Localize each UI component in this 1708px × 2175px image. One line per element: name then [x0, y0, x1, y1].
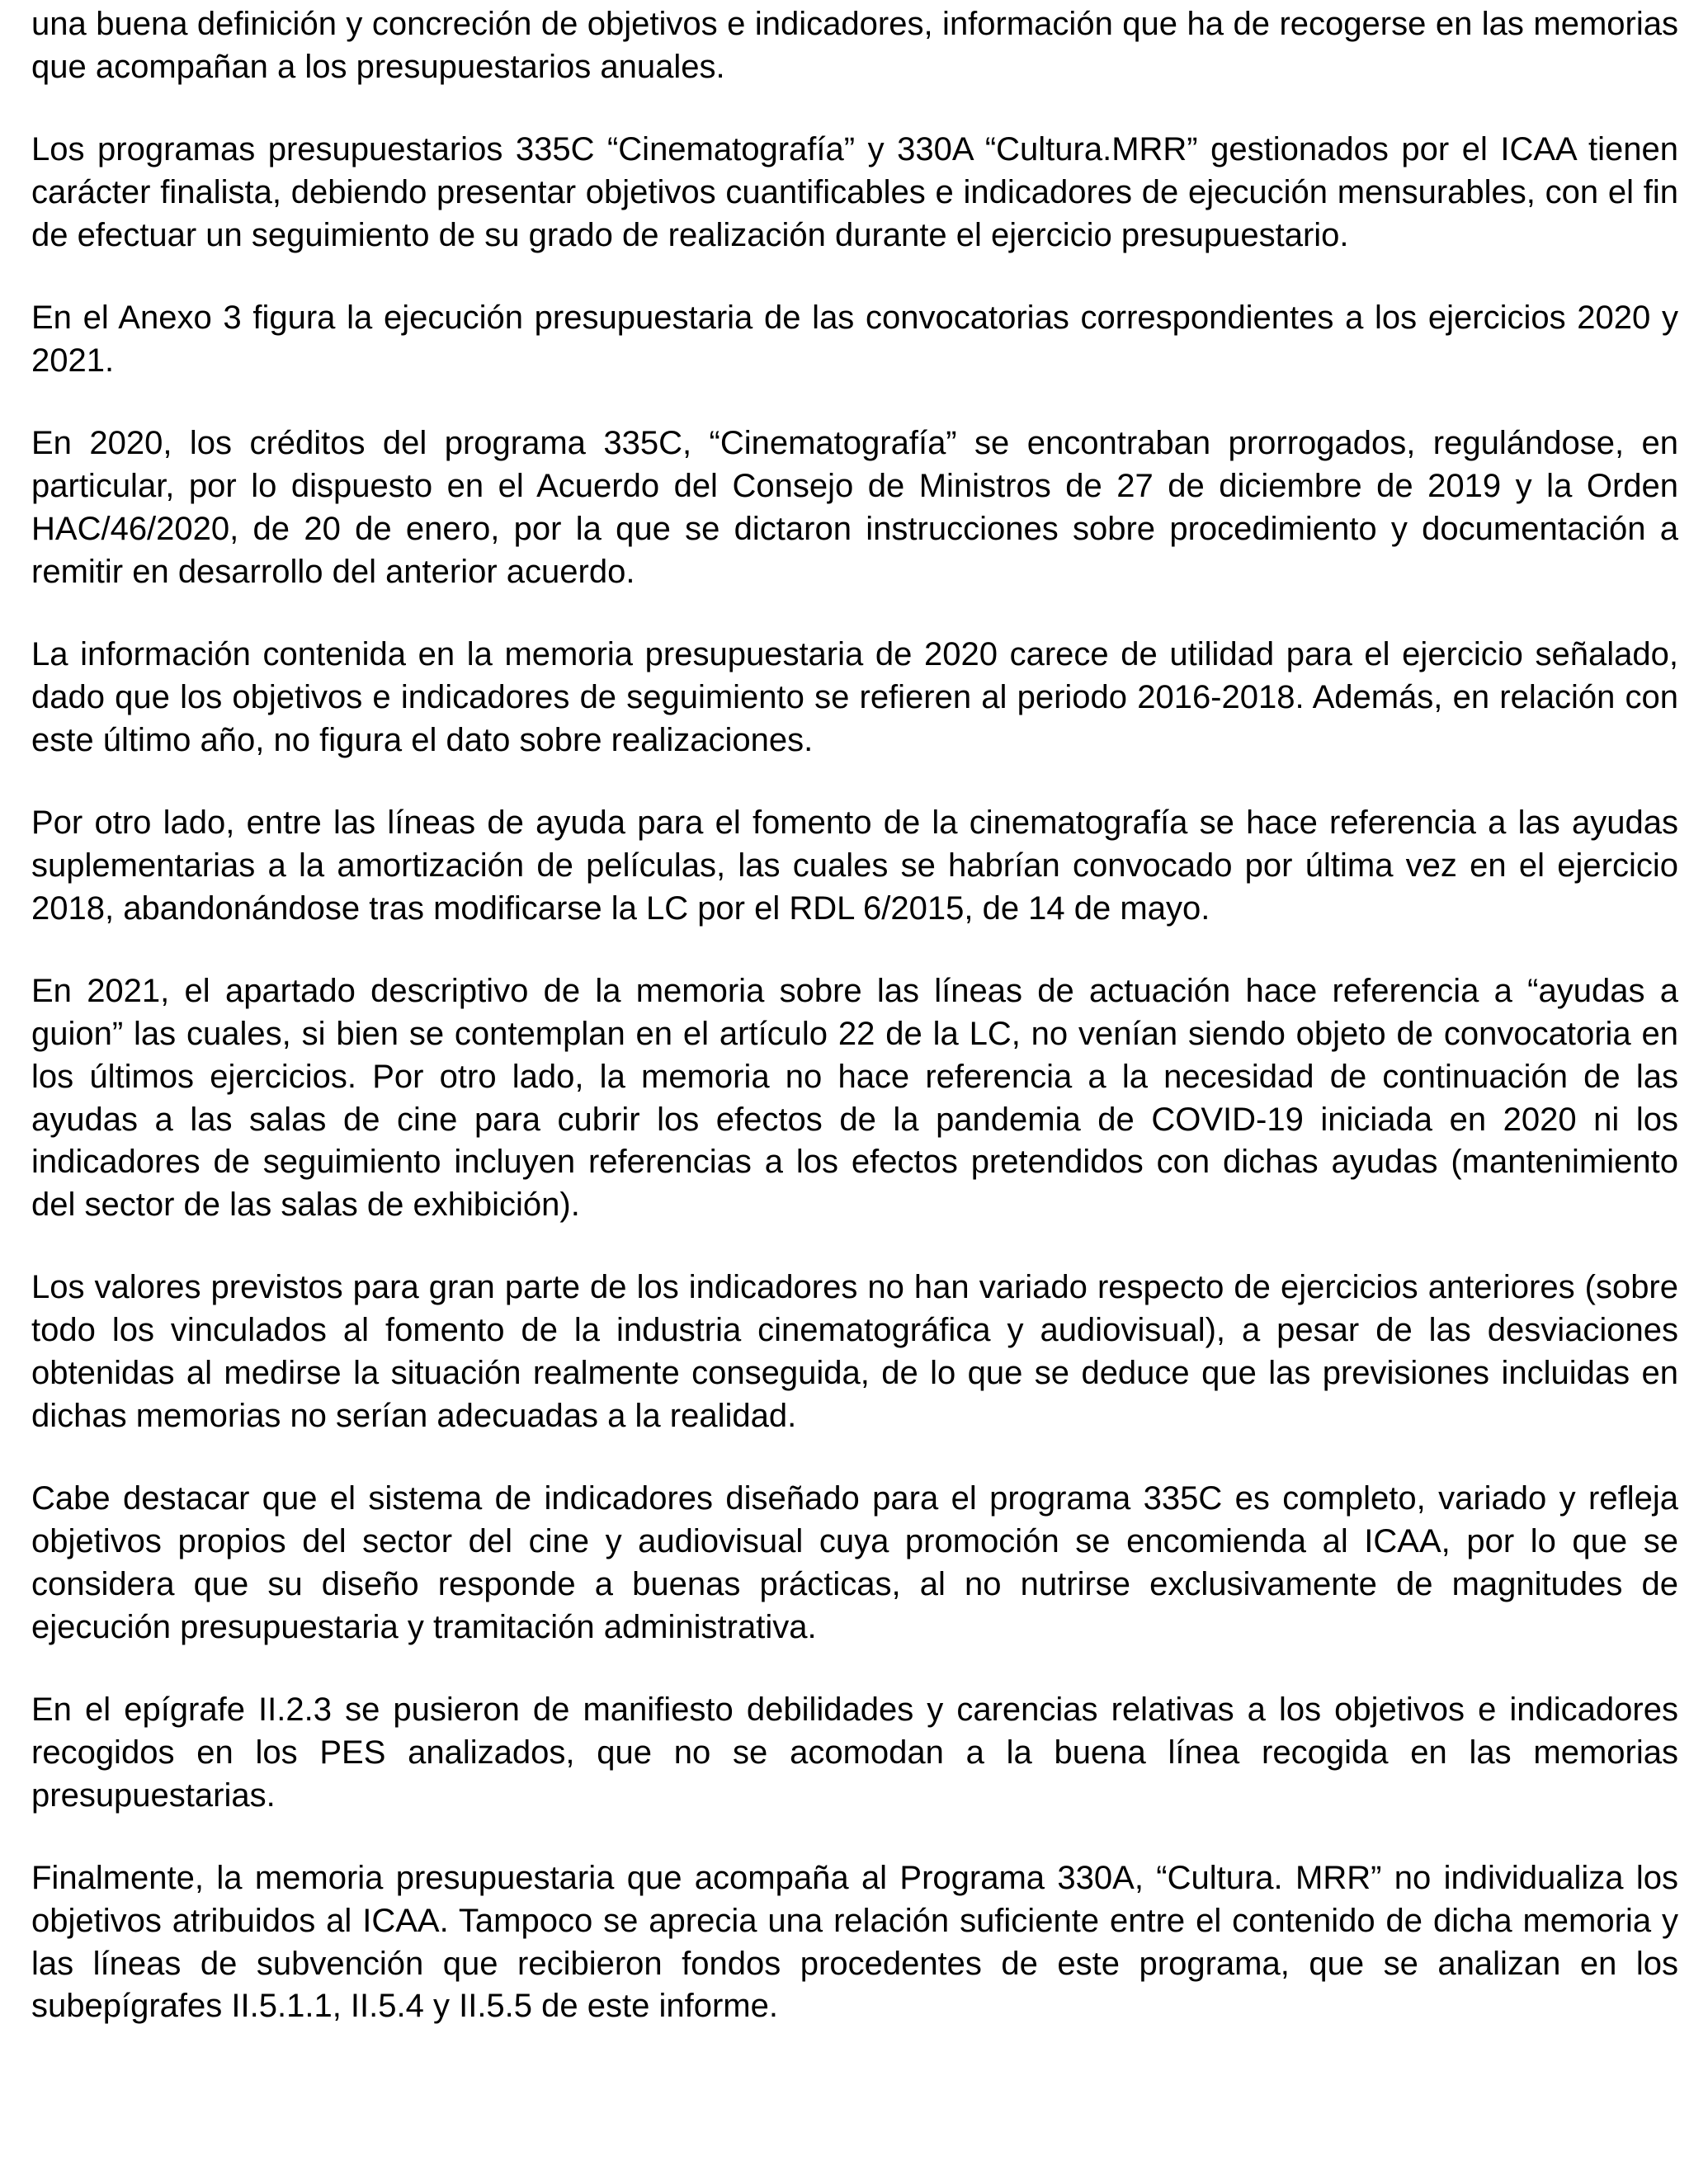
- paragraph-anexo-3: En el Anexo 3 figura la ejecución presupuestaria de las convocatorias correspondientes a los ejercicios 2020 y 2021.: [31, 300, 1678, 379]
- paragraph-ayudas-suplementarias: Por otro lado, entre las líneas de ayuda para el fomento de la cinematografía se hace referencia a las ayudas suplementarias a la amortización de películas, las cuales se habrían convocado por última vez en el ejercicio 2018, abandonándose tras modificarse la LC por el RDL 6/2015, de 14 de mayo.: [31, 804, 1678, 927]
- paragraph-creditos-2020: En 2020, los créditos del programa 335C, “Cinematografía” se encontraban prorrogados, regulándose, en particular, por lo dispuesto en el Acuerdo del Consejo de Ministros de 27 de diciembre de 2019 y la Orden HAC/46/2020, de 20 de enero, por la que se dictaron instrucciones sobre procedimiento y documentación a remitir en desarrollo del anterior acuerdo.: [31, 425, 1678, 590]
- paragraph-valores-previstos: Los valores previstos para gran parte de los indicadores no han variado respecto de ejercicios anteriores (sobre todo los vinculados al fomento de la industria cinematográfica y audiovisual), a pesar de las desviaciones obtenidas al medirse la situación realmente conseguida, de lo que se deduce que las previsiones incluidas en dichas memorias no serían adecuadas a la realidad.: [31, 1269, 1678, 1434]
- paragraph-programa-330a: Finalmente, la memoria presupuestaria que acompaña al Programa 330A, “Cultura. MRR” no individualiza los objetivos atribuidos al ICAA. Tampoco se aprecia una relación suficiente entre el contenido de dicha memoria y las líneas de subvención que recibieron fondos procedentes de este programa, que se analizan en los subepígrafes II.5.1.1, II.5.4 y II.5.5 de este informe.: [31, 1860, 1678, 2025]
- document-body: [31, 3, 1678, 2028]
- paragraph-programas-presupuestarios: Los programas presupuestarios 335C “Cinematografía” y 330A “Cultura.MRR” gestionados por el ICAA tienen carácter finalista, debiendo presentar objetivos cuantificables e indicadores de ejecución mensurables, con el fin de efectuar un seguimiento de su grado de realización durante el ejercicio presupuestario.: [31, 131, 1678, 253]
- paragraph-epigrafe-ii-2-3: En el epígrafe II.2.3 se pusieron de manifiesto debilidades y carencias relativas a los objetivos e indicadores recogidos en los PES analizados, que no se acomodan a la buena línea recogida en las memorias presupuestarias.: [31, 1691, 1678, 1814]
- document-page: [0, 3, 1708, 2175]
- paragraph-objetivos-indicadores: una buena definición y concreción de objetivos e indicadores, información que ha de recogerse en las memorias que acompañan a los presupuestarios anuales.: [31, 6, 1678, 85]
- paragraph-memoria-2021: En 2021, el apartado descriptivo de la memoria sobre las líneas de actuación hace referencia a “ayudas a guion” las cuales, si bien se contemplan en el artículo 22 de la LC, no venían siendo objeto de convocatoria en los últimos ejercicios. Por otro lado, la memoria no hace referencia a la necesidad de continuación de las ayudas a las salas de cine para cubrir los efectos de la pandemia de COVID-19 iniciada en 2020 ni los indicadores de seguimiento incluyen referencias a los efectos pretendidos con dichas ayudas (mantenimiento del sector de las salas de exhibición).: [31, 973, 1678, 1224]
- paragraph-memoria-2020: La información contenida en la memoria presupuestaria de 2020 carece de utilidad para el ejercicio señalado, dado que los objetivos e indicadores de seguimiento se refieren al periodo 2016-2018. Además, en relación con este último año, no figura el dato sobre realizaciones.: [31, 636, 1678, 758]
- paragraph-sistema-indicadores: Cabe destacar que el sistema de indicadores diseñado para el programa 335C es completo, variado y refleja objetivos propios del sector del cine y audiovisual cuya promoción se encomienda al ICAA, por lo que se considera que su diseño responde a buenas prácticas, al no nutrirse exclusivamente de magnitudes de ejecución presupuestaria y tramitación administrativa.: [31, 1480, 1678, 1645]
